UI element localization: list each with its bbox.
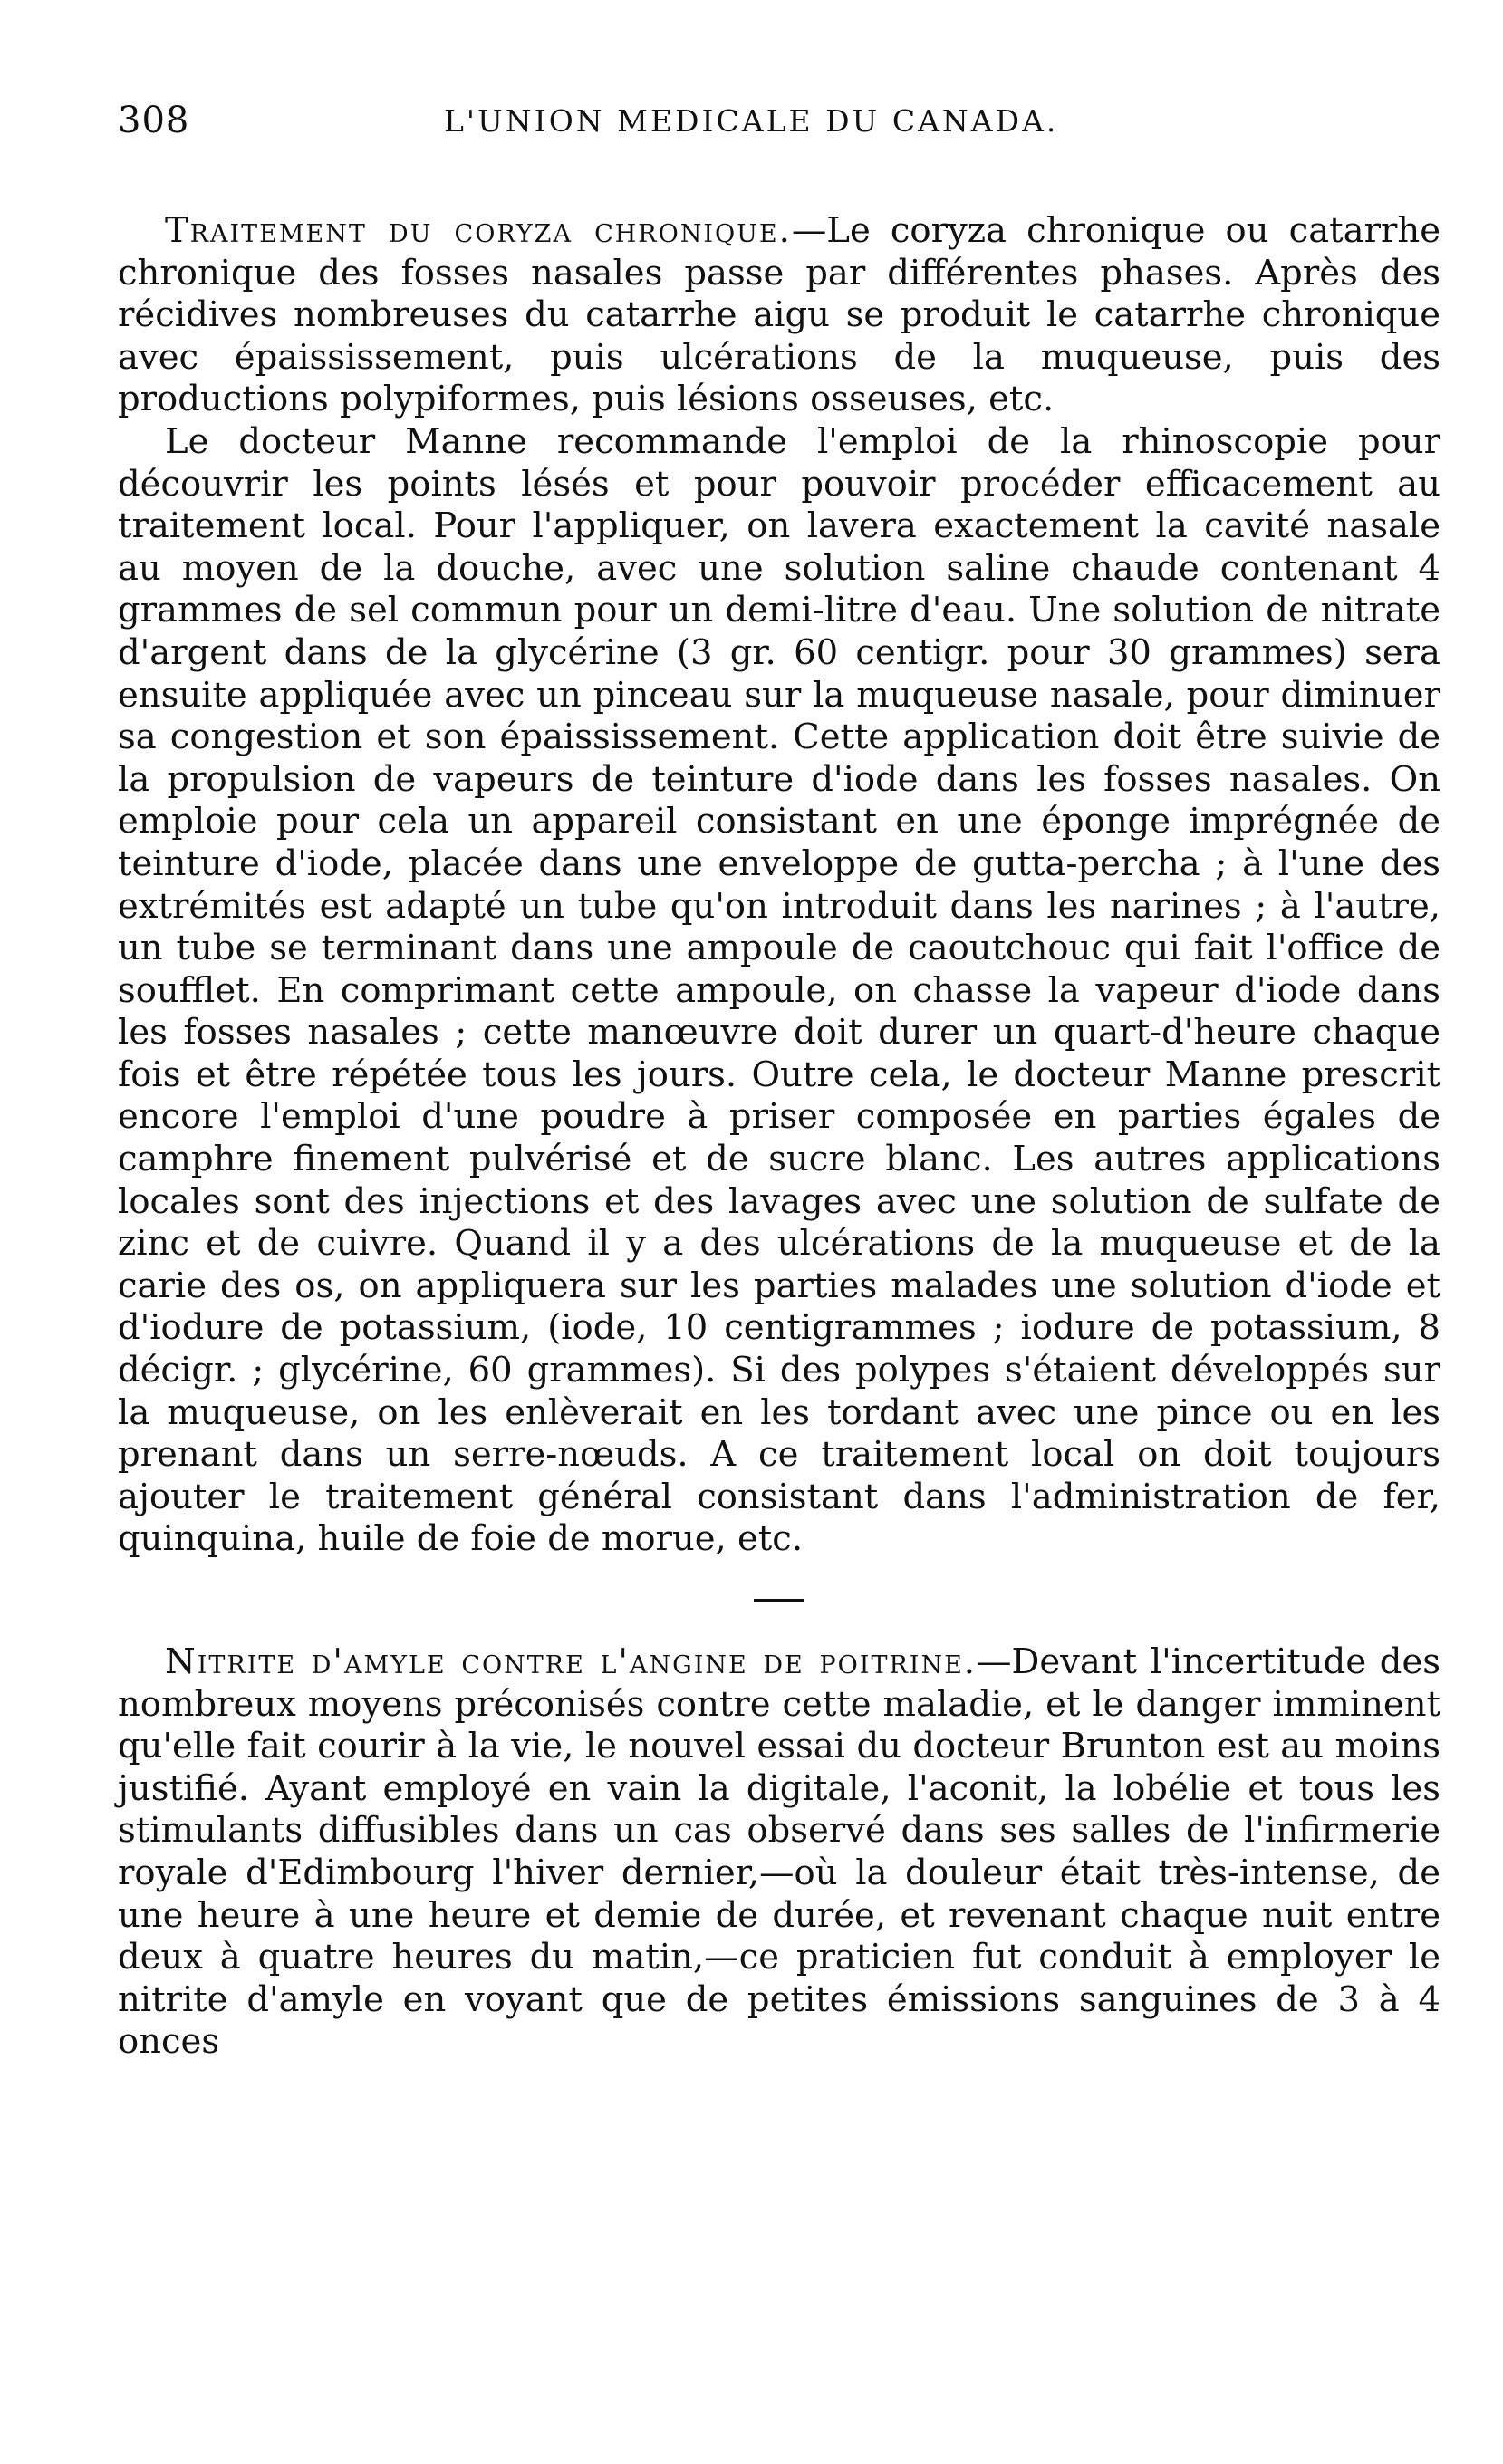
section-divider bbox=[754, 1599, 804, 1602]
article-coryza-paragraph-1 bbox=[118, 210, 1440, 421]
article-coryza-intro: —Le coryza chronique ou catarrhe chronique des fosses nasales passe par différentes phases. Après des récidives nombreuses du catarrhe aigu se produit le catarrhe chronique avec épaississement, puis ulcérations de la muqueuse, puis des productions polypiformes, puis lésions osseuses, etc. bbox=[118, 210, 1440, 420]
article-coryza-paragraph-2: Le docteur Manne recommande l'emploi de la rhinoscopie pour découvrir les points lésés et pour pouvoir procéder efficacement au traitement local. Pour l'appliquer, on lavera exactement la cavité nasale au moyen de la douche, avec une solution saline chaude contenant 4 grammes de sel commun pour un demi-litre d'eau. Une solution de nitrate d'argent dans de la glycérine (3 gr. 60 centigr. pour 30 grammes) sera ensuite appliquée avec un pinceau sur la muqueuse nasale, pour diminuer sa congestion et son épaississement. Cette application doit être suivie de la propulsion de vapeurs de teinture d'iode dans les fosses nasales. On emploie pour cela un appareil consistant en une éponge imprégnée de teinture d'iode, placée dans une enveloppe de gutta-percha ; à l'une des extrémités est adapté un tube qu'on introduit dans les narines ; à l'autre, un tube se terminant dans une ampoule de caoutchouc qui fait l'office de soufflet. En comprimant cette ampoule, on chasse la vapeur d'iode dans les fosses nasales ; cette manœuvre doit durer un quart-d'heure chaque fois et être répétée tous les jours. Outre cela, le docteur Manne prescrit encore l'emploi d'une poudre à priser composée en parties égales de camphre finement pulvérisé et de sucre blanc. Les autres applications locales sont des injections et des lavages avec une solution de sulfate de zinc et de cuivre. Quand il y a des ulcérations de la muqueuse et de la carie des os, on appliquera sur les parties malades une solution d'iode et d'iodure de potassium, (iode, 10 centigrammes ; iodure de potassium, 8 décigr. ; glycérine, 60 grammes). Si des polypes s'étaient développés sur la muqueuse, on les enlèverait en les tordant avec une pince ou en les prenant dans un serre-nœuds. A ce traitement local on doit toujours ajouter le traitement général consistant dans l'administration de fer, quinquina, huile de foie de morue, etc. bbox=[118, 420, 1440, 1560]
article-amyle-text: —Devant l'incertitude des nombreux moyens préconisés contre cette maladie, et le danger imminent qu'elle fait courir à la vie, le nouvel essai du docteur Brunton est au moins justifié. Ayant employé en vain la digitale, l'aconit, la lobélie et tous les stimulants diffusibles dans un cas observé dans ses salles de l'infirmerie royale d'Edimbourg l'hiver dernier,—où la douleur était très-intense, de une heure à une heure et demie de durée, et revenant chaque nuit entre deux à quatre heures du matin,—ce praticien fut conduit à employer le nitrite d'amyle en voyant que de petites émissions sanguines de 3 à 4 onces bbox=[118, 1641, 1440, 2063]
article-amyle-paragraph bbox=[118, 1641, 1440, 2064]
article-coryza-heading: Traitement du coryza chronique. bbox=[165, 210, 792, 251]
page-header bbox=[118, 100, 1440, 154]
page-number: 308 bbox=[118, 100, 190, 141]
article-amyle-heading: Nitrite d'amyle contre l'angine de poitrine. bbox=[165, 1641, 978, 1682]
running-title: L'UNION MEDICALE DU CANADA. bbox=[444, 103, 1059, 139]
article-body bbox=[118, 210, 1440, 2064]
